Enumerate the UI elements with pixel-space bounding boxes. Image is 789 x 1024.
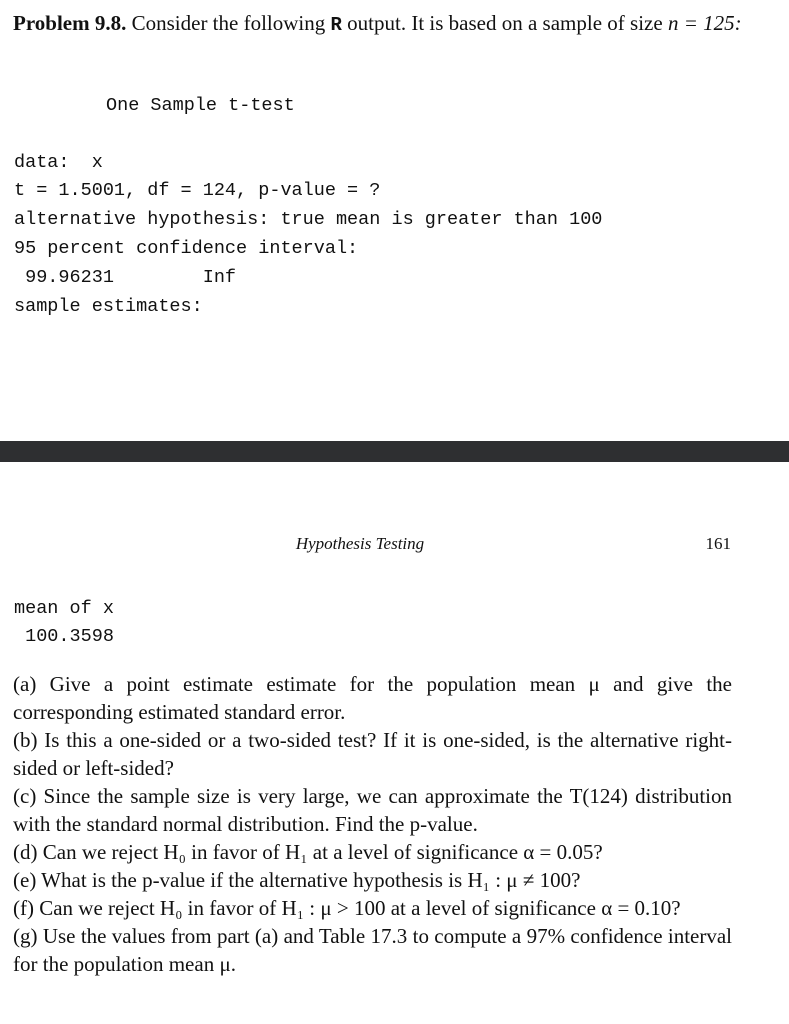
question-d: (d) Can we reject H₀ in favor of H₁ at a level of significance α = 0.05?	[13, 840, 603, 864]
r-mean-label: mean of x	[14, 598, 114, 619]
page-number: 161	[705, 534, 731, 553]
problem-statement	[13, 9, 743, 39]
question-a: (a) Give a point estimate estimate for the population mean μ and give the corresponding estimated standard error.	[13, 672, 732, 724]
r-mean-value: 100.3598	[14, 626, 114, 647]
page-divider	[0, 441, 789, 462]
r-ci-label: 95 percent confidence interval:	[14, 238, 359, 259]
r-stat-line: t = 1.5001, df = 124, p-value = ?	[14, 180, 381, 201]
question-f: (f) Can we reject H₀ in favor of H₁ : μ > 100 at a level of significance α = 0.10?	[13, 896, 681, 920]
problem-label: Problem 9.8.	[13, 11, 127, 35]
r-estimates-label: sample estimates:	[14, 296, 203, 317]
question-list	[13, 670, 732, 978]
problem-text-before: Consider the following	[126, 11, 331, 35]
question-b: (b) Is this a one-sided or a two-sided test? If it is one-sided, is the alternative right-sided or left-sided?	[13, 728, 732, 780]
page-bottom	[0, 462, 789, 1024]
question-c: (c) Since the sample size is very large, we can approximate the T(124) distribution with the standard normal distribution. Find the p-value.	[13, 784, 732, 836]
r-language-label: R	[330, 14, 342, 36]
question-g: (g) Use the values from part (a) and Table 17.3 to compute a 97% confidence interval for the population mean μ.	[13, 924, 732, 976]
sample-size: n = 125:	[667, 11, 742, 35]
r-output-title: One Sample t-test	[106, 95, 295, 116]
r-alt-hypothesis-line: alternative hypothesis: true mean is greater than 100	[14, 209, 603, 230]
running-header-title: Hypothesis Testing	[295, 534, 425, 553]
question-e: (e) What is the p-value if the alternative hypothesis is H₁ : μ ≠ 100?	[13, 868, 581, 892]
problem-text-after: output. It is based on a sample of size	[341, 11, 668, 35]
page-top	[0, 0, 789, 441]
r-data-line: data: x	[14, 152, 103, 173]
r-ci-values: 99.96231 Inf	[14, 267, 237, 288]
